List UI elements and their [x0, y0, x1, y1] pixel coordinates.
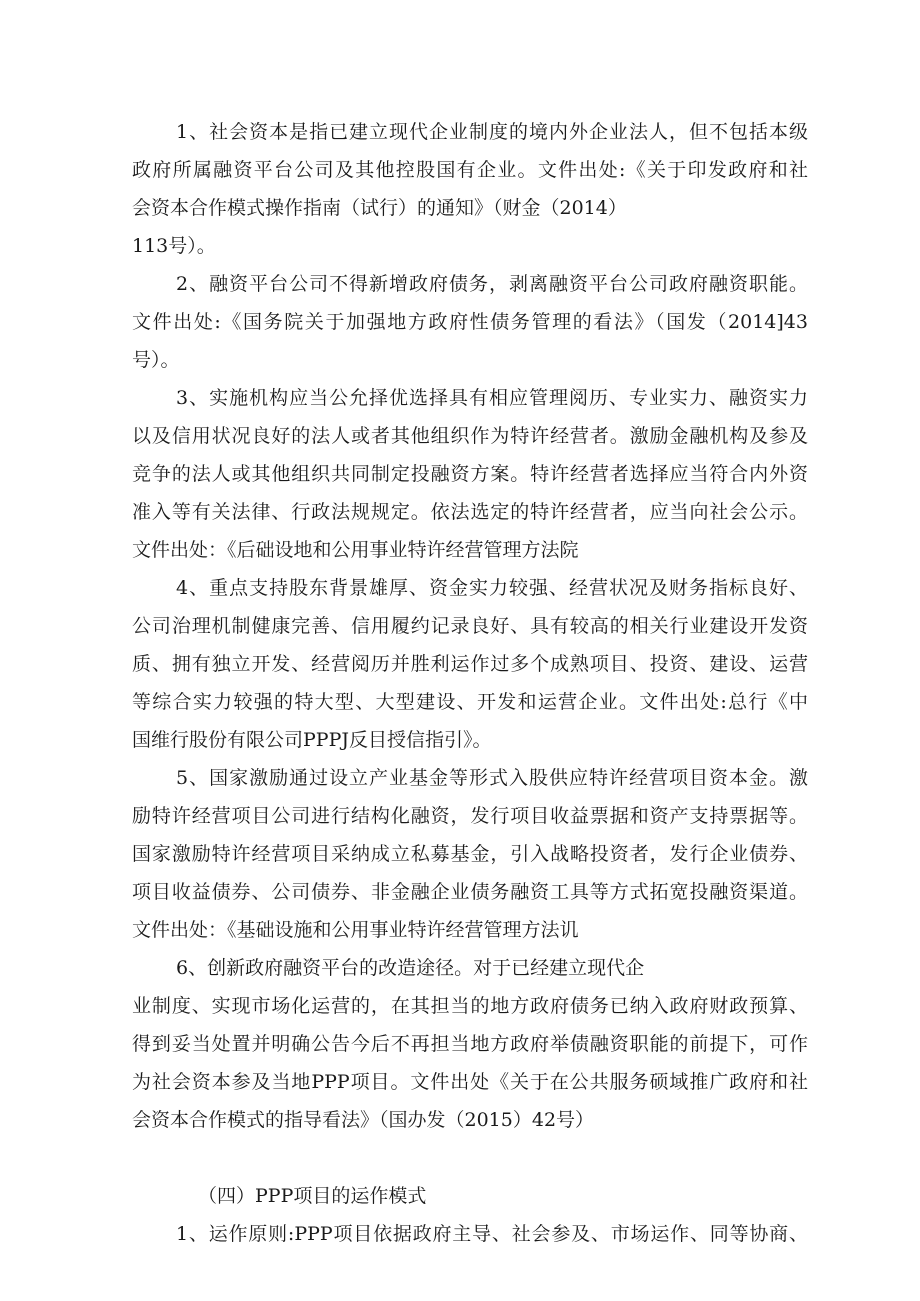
paragraph-5: [132, 759, 808, 949]
paragraph-3: [132, 379, 808, 569]
text-line: 1、运作原则:PPP项目依据政府主导、社会参及、市场运作、同等协商、: [176, 1223, 808, 1245]
text-line: 会资本合作模式的指导看法》（国办发（2015）42号）: [132, 1109, 595, 1131]
text-line: 国家激励特许经营项目采纳成立私募基金，引入战略投资者，发行企业债券、: [132, 843, 808, 865]
text-line: 业制度、实现市场化运营的，在其担当的地方政府债务已纳入政府财政预算、: [132, 995, 808, 1017]
text-line: 文件出处：《基础设施和公用事业特许经营管理方法讥: [132, 919, 579, 941]
text-line: 质、拥有独立开发、经营阅历并胜利运作过多个成熟项目、投资、建设、运营: [132, 653, 808, 675]
text-line: 为社会资本参及当地PPP项目。文件出处《关于在公共服务硕域推广政府和社: [132, 1071, 808, 1093]
text-line: 会资本合作模式操作指南（试行）的通知》（财金（2014）: [132, 197, 627, 219]
section-heading: [132, 1177, 808, 1215]
text-line: 号）。: [132, 349, 180, 371]
text-line: 公司治理机制健康完善、信用履约记录良好、具有较高的相关行业建设开发资: [132, 615, 808, 637]
document-page: [132, 113, 808, 1253]
text-line: 1、社会资本是指已建立现代企业制度的境内外企业法人，但不包括本级: [176, 121, 808, 143]
paragraph-6: [132, 949, 808, 1139]
text-line: 4、重点支持股东背景雄厚、资金实力较强、经营状况及财务指标良好、: [176, 577, 808, 599]
text-line: 政府所属融资平台公司及其他控股国有企业。文件出处:《关于印发政府和社: [132, 159, 808, 181]
text-line: 得到妥当处置并明确公告今后不再担当地方政府举债融资职能的前提下，可作: [132, 1033, 808, 1055]
text-line: 以及信用状况良好的法人或者其他组织作为特许经营者。激励金融机构及参及: [132, 425, 808, 447]
section-heading-text: （四）PPP项目的运作模式: [198, 1185, 427, 1207]
paragraph-7: [132, 1215, 808, 1253]
text-line: 准入等有关法律、行政法规规定。依法选定的特许经营者，应当向社会公示。: [132, 501, 808, 523]
text-line: 励特许经营项目公司进行结构化融资，发行项目收益票据和资产支持票据等。: [132, 805, 808, 827]
paragraph-4: [132, 569, 808, 759]
text-line: 5、国家激励通过设立产业基金等形式入股供应特许经营项目资本金。激: [176, 767, 808, 789]
text-line: 113号）。: [132, 235, 216, 257]
text-line: 国维行股份有限公司PPPJ反目授信指引》。: [132, 729, 492, 751]
text-line: 2、融资平台公司不得新增政府债务，剥离融资平台公司政府融资职能。: [176, 273, 808, 295]
paragraph-2: [132, 265, 808, 379]
text-line: 3、实施机构应当公允择优选择具有相应管理阅历、专业实力、融资实力: [176, 387, 808, 409]
text-line: 文件出处：《后础设地和公用事业特许经营管理方法院: [132, 539, 579, 561]
text-line: 等综合实力较强的特大型、大型建设、开发和运营企业。文件出处:总行《中: [132, 691, 808, 713]
paragraph-1: [132, 113, 808, 265]
text-line: 6、创新政府融资平台的改造途径。对于已经建立现代企: [176, 957, 645, 979]
text-line: 竞争的法人或其他组织共同制定投融资方案。特许经营者选择应当符合内外资: [132, 463, 808, 485]
text-line: 文件出处:《国务院关于加强地方政府性债务管理的看法》（国发（2014]43: [132, 311, 808, 333]
text-line: 项目收益债券、公司债券、非金融企业债务融资工具等方式拓宽投融资渠道。: [132, 881, 808, 903]
section-spacer: [132, 1139, 808, 1177]
